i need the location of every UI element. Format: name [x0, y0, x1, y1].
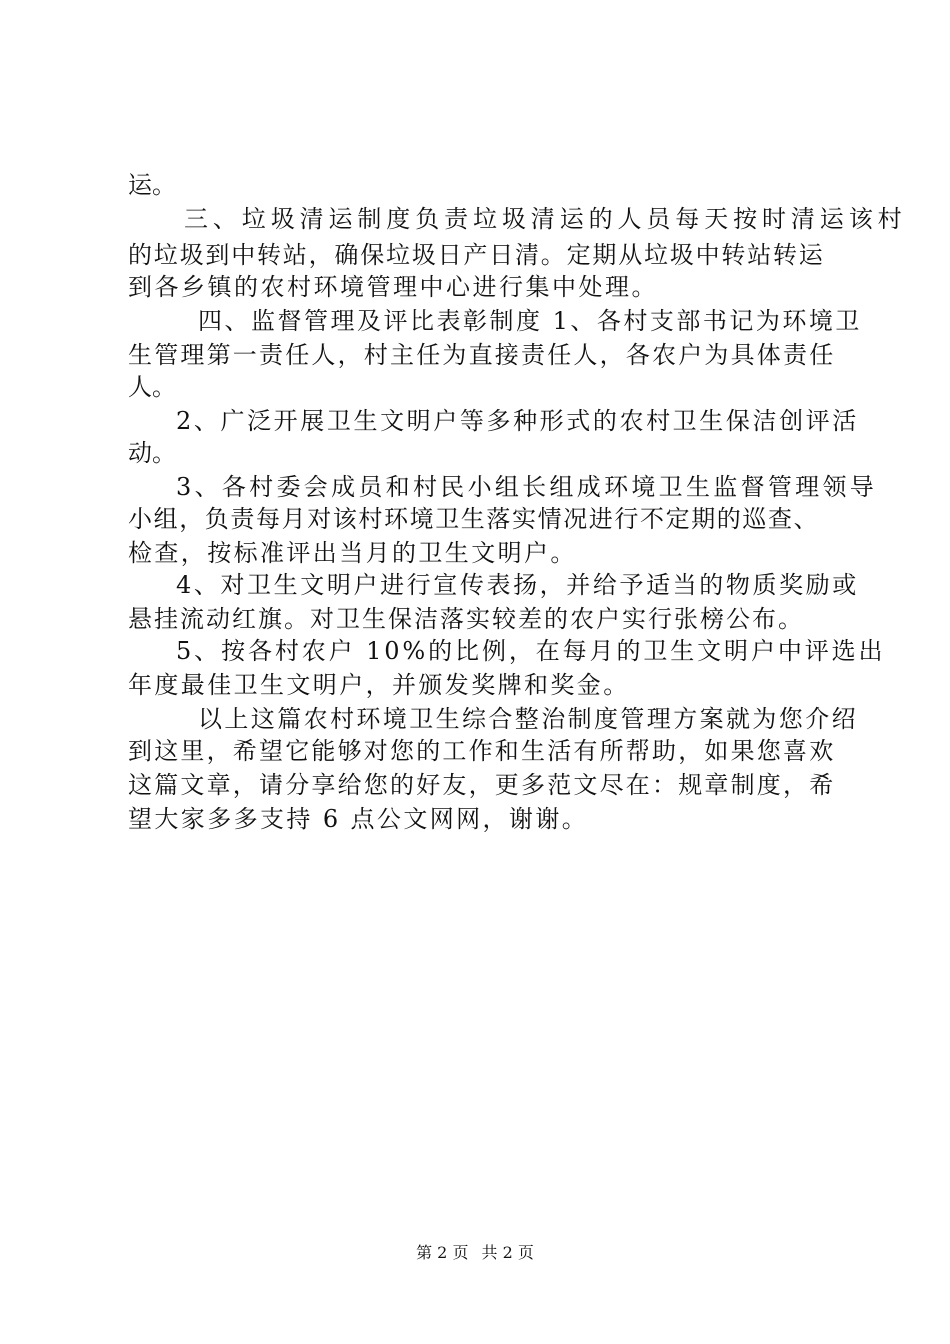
text-line: 运。	[128, 171, 176, 199]
text-line: 到各乡镇的农村环境管理中心进行集中处理。	[128, 273, 658, 301]
text-line: 望大家多多支持 6 点公文网网，谢谢。	[128, 805, 589, 833]
text-line: 以上这篇农村环境卫生综合整治制度管理方案就为您介绍	[198, 705, 858, 733]
text-line: 生管理第一责任人，村主任为直接责任人，各农户为具体责任	[128, 341, 836, 369]
text-line: 动。	[128, 439, 176, 467]
text-line: 4、对卫生文明户进行宣传表扬，并给予适当的物质奖励或	[176, 571, 859, 599]
page-footer	[0, 1242, 950, 1264]
page-number-current: 第 2 页	[416, 1243, 469, 1262]
text-line: 2、广泛开展卫生文明户等多种形式的农村卫生保洁创评活	[176, 407, 859, 435]
text-line: 5、按各村农户 10%的比例，在每月的卫生文明户中评选出	[176, 637, 886, 665]
text-line: 三、垃圾清运制度负责垃圾清运的人员每天按时清运该村	[184, 205, 907, 233]
page-number-total: 共 2 页	[481, 1243, 534, 1262]
text-line: 悬挂流动红旗。对卫生保洁落实较差的农户实行张榜公布。	[128, 605, 804, 633]
text-line: 3、各村委会成员和村民小组长组成环境卫生监督管理领导	[176, 473, 878, 501]
text-line: 到这里，希望它能够对您的工作和生活有所帮助，如果您喜欢	[128, 737, 836, 765]
text-line: 年度最佳卫生文明户，并颁发奖牌和奖金。	[128, 671, 630, 699]
text-line: 这篇文章，请分享给您的好友，更多范文尽在：规章制度，希	[128, 771, 836, 799]
text-line: 四、监督管理及评比表彰制度 1、各村支部书记为环境卫	[198, 307, 862, 335]
text-line: 的垃圾到中转站，确保垃圾日产日清。定期从垃圾中转站转运	[128, 241, 825, 269]
text-line: 小组，负责每月对该村环境卫生落实情况进行不定期的巡查、	[128, 505, 820, 533]
text-line: 检查，按标准评出当月的卫生文明户。	[128, 539, 577, 567]
text-line: 人。	[128, 373, 176, 401]
